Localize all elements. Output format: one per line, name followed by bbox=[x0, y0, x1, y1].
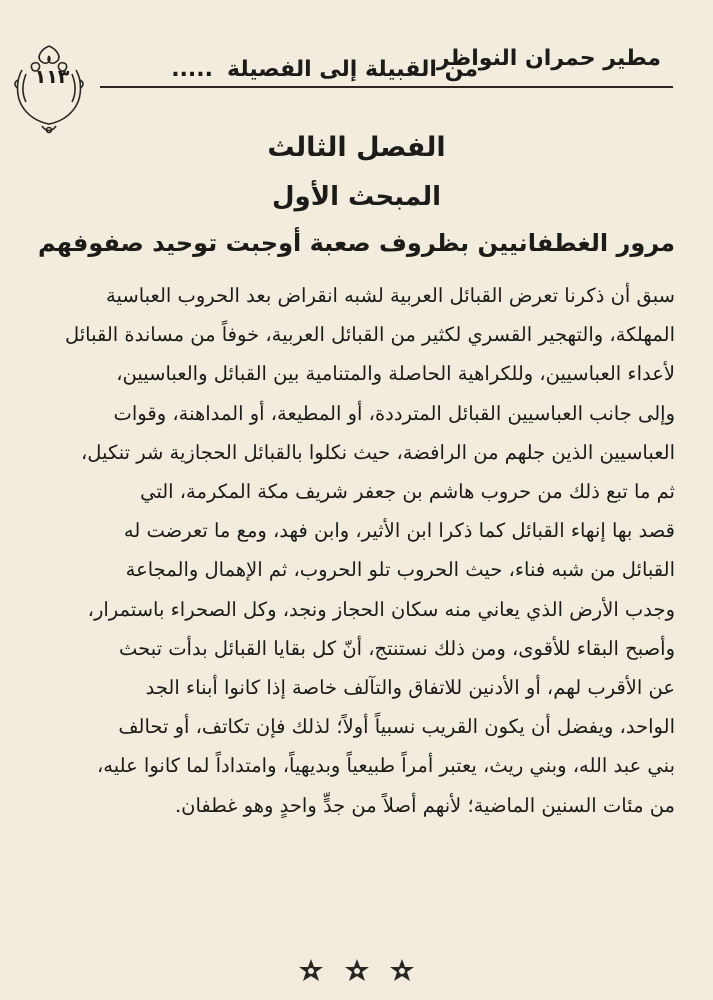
body-line: الواحد، ويفضل أن يكون القريب نسبياً أولاً؛ لذلك فإن تكاتف، أو تحالف bbox=[118, 715, 675, 739]
body-line: العباسيين الذين جلهم من الرافضة، حيث نكلوا بالقبائل الحجازية شر تنكيل، bbox=[81, 440, 675, 464]
body-line: من مئات السنين الماضية؛ لأنهم أصلاً من جدٍّ واحدٍ وهو غطفان. bbox=[174, 793, 675, 817]
body-line: وإلى جانب العباسيين القبائل المترددة، أو المطيعة، أو المداهنة، وقوات bbox=[113, 401, 675, 425]
running-title: مطير حمران النواظر bbox=[436, 46, 661, 71]
section-heading: مرور الغطفانيين بظروف صعبة أوجبت توحيد صفوفهم bbox=[37, 229, 676, 257]
body-line: المهلكة، والتهجير القسري لكثير من القبائل العربية، خوفاً من مساندة القبائل bbox=[64, 323, 675, 347]
flourish-star-icon bbox=[343, 958, 371, 986]
body-line: سبق أن ذكرنا تعرض القبائل العربية لشبه انقراض بعد الحروب العباسية bbox=[106, 284, 675, 307]
end-flourishes bbox=[0, 958, 713, 990]
body-line: وأصبح البقاء للأقوى، ومن ذلك نستنتج، أنّ كل بقايا القبائل بدأت تبحث bbox=[118, 636, 675, 660]
header-dots: ..... bbox=[171, 57, 213, 82]
body-line: عن الأقرب لهم، أو الأدنين للاتفاق والتآلف خاصة إذا كانوا أبناء الجد bbox=[145, 676, 675, 700]
section-title: المبحث الأول bbox=[271, 182, 442, 212]
flourish-star-icon bbox=[297, 958, 325, 986]
header-rule bbox=[100, 86, 673, 88]
flourish-star-icon bbox=[388, 958, 416, 986]
body-line: بني عبد الله، وبني ريث، يعتبر أمراً طبيعياً وبديهياً، وامتداداً لما كانوا عليه، bbox=[96, 754, 675, 778]
body-text bbox=[34, 276, 675, 825]
body-line: القبائل من شبه فناء، حيث الحروب تلو الحروب، ثم الإهمال والمجاعة bbox=[125, 558, 675, 582]
page-number: ١١٣ bbox=[34, 66, 70, 88]
body-line: ثم ما تبع ذلك من حروب هاشم بن جعفر شريف مكة المكرمة، التي bbox=[140, 480, 675, 504]
body-line: وجدب الأرض الذي يعاني منه سكان الحجاز ونجد، وكل الصحراء باستمرار، bbox=[87, 597, 675, 621]
body-line: لأعداء العباسيين، وللكراهية الحاصلة والمتنامية بين القبائل والعباسيين، bbox=[116, 362, 675, 386]
running-subtitle: من القبيلة إلى الفصيلة bbox=[227, 57, 478, 82]
corner-ornament-icon bbox=[12, 40, 86, 136]
body-line: قصد بها إنهاء القبائل كما ذكرا ابن الأثير، وابن فهد، ومع ما تعرضت له bbox=[123, 519, 675, 543]
chapter-title: الفصل الثالث bbox=[267, 132, 446, 163]
running-subtitle-line bbox=[110, 57, 478, 82]
